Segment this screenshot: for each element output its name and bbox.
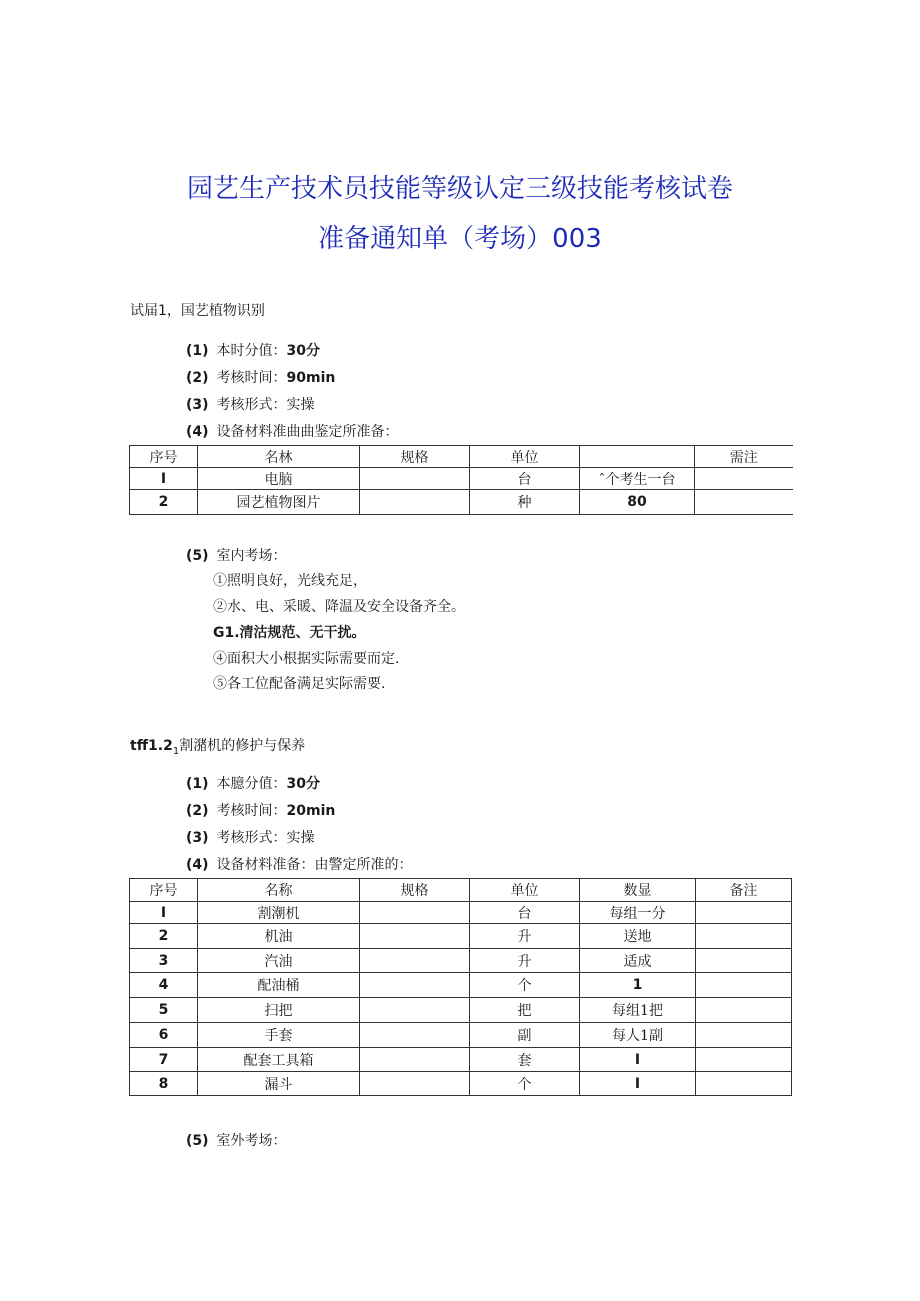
cell-spec [360,998,470,1023]
header-cell: 序号 [130,879,198,902]
item-label: 考核时间： [216,370,287,386]
cell-qty: 1 [580,973,696,998]
section2-item-4 [186,854,413,874]
section1-heading: 试届1，国艺植物识别 [130,303,265,319]
cell-spec [360,902,470,924]
table-row [130,998,792,1023]
cell-qty: I [580,1048,696,1072]
header-cell: 备注 [696,879,792,902]
cell-note [696,1023,792,1048]
cell-unit: 把 [470,998,580,1023]
item-label: 设备材料准曲曲鉴定所准备： [216,424,399,440]
section1-item-4 [186,421,399,441]
cell-name: 割潮机 [198,902,360,924]
item-number: (4) [186,424,209,440]
cell-unit: 升 [470,924,580,949]
item-number: (2) [186,370,209,386]
cell-note [695,490,793,515]
table-row [130,973,792,998]
table-row [130,468,793,490]
cell-index: 2 [130,490,198,515]
section1-equipment-table [129,445,793,515]
cell-name: 漏斗 [198,1072,360,1096]
cell-note [696,902,792,924]
header-cell: 名称 [198,879,360,902]
table-row [130,949,792,973]
item-label: 考核形式：实操 [216,830,315,846]
table-row [130,924,792,949]
cell-note [696,998,792,1023]
header-cell: 单位 [470,446,580,468]
cell-note [695,468,793,490]
item-number: (4) [186,857,209,873]
cell-name: 园艺植物图片 [198,490,360,515]
section2-item-3 [186,827,315,847]
heading-subscript: 1 [172,745,180,757]
condition-2: ②水、电、采暖、降温及安全设备齐全。 [213,599,465,615]
cell-note [696,924,792,949]
cell-unit: 套 [470,1048,580,1072]
cell-qty: I [580,1072,696,1096]
section2-equipment-table [129,878,792,1096]
item-number: (5) [186,548,209,564]
cell-note [696,1048,792,1072]
item-label: 考核形式：实操 [216,397,315,413]
table-row [130,490,793,515]
cell-unit: 个 [470,973,580,998]
cell-unit: 台 [470,902,580,924]
section2-item-2 [186,800,335,820]
table-row [130,1023,792,1048]
cell-spec [360,1048,470,1072]
item-number: (2) [186,803,209,819]
table-header-row [130,879,792,902]
header-cell: 需注 [695,446,793,468]
table-row [130,902,792,924]
item-label: 本臆分值： [216,776,287,792]
cell-qty: 80 [580,490,695,515]
item-number: (5) [186,1133,209,1149]
cell-spec [360,1072,470,1096]
item-number: (1) [186,776,209,792]
cell-unit: 副 [470,1023,580,1048]
cell-name: 手套 [198,1023,360,1048]
section1-item-1 [186,340,320,360]
cell-spec [360,973,470,998]
cell-unit: 个 [470,1072,580,1096]
cell-name: 配油桶 [198,973,360,998]
condition-4: ④面积大小根据实际需要而定. [213,651,400,667]
cell-name: 汽油 [198,949,360,973]
document-title-line2: 准备通知单（考场）003 [318,224,602,254]
section1-item-5 [186,545,287,565]
item-value: 20min [286,803,336,819]
header-cell: 名林 [198,446,360,468]
section1-item-2 [186,367,335,387]
cell-unit: 种 [470,490,580,515]
cell-index: 4 [130,973,198,998]
header-cell: 规格 [360,879,470,902]
item-number: (3) [186,397,209,413]
header-cell: 序号 [130,446,198,468]
document-title-line1: 园艺生产技术员技能等级认定三级技能考核试卷 [186,174,733,204]
cell-index: 6 [130,1023,198,1048]
heading-text: 割潴机的修护与保养 [179,738,306,754]
cell-qty: 每人1副 [580,1023,696,1048]
cell-spec [360,924,470,949]
cell-name: 扫把 [198,998,360,1023]
item-label: 室外考场： [216,1133,287,1149]
cell-index: 5 [130,998,198,1023]
table-header-row [130,446,793,468]
cell-name: 配套工具箱 [198,1048,360,1072]
cell-index: 2 [130,924,198,949]
item-label: 设备材料准备：由警定所准的： [216,857,413,873]
cell-qty: 适成 [580,949,696,973]
cell-index: 7 [130,1048,198,1072]
cell-qty: ˆ个考生一台 [580,468,695,490]
cell-unit: 台 [470,468,580,490]
cell-qty: 每组一分 [580,902,696,924]
header-cell [580,446,695,468]
item-value: 30分 [286,776,321,792]
cell-spec [360,1023,470,1048]
cell-index: I [130,468,198,490]
table-row [130,1048,792,1072]
cell-index: 3 [130,949,198,973]
section2-heading [130,735,305,757]
item-number: (3) [186,830,209,846]
condition-5: ⑤各工位配备满足实际需要. [213,676,386,692]
section2-item-5 [186,1130,287,1150]
cell-index: 8 [130,1072,198,1096]
table-row [130,1072,792,1096]
item-label: 室内考场： [216,548,287,564]
cell-spec [360,949,470,973]
item-value: 30分 [286,343,321,359]
cell-index: I [130,902,198,924]
header-cell: 规格 [360,446,470,468]
cell-qty: 每组1把 [580,998,696,1023]
cell-name: 电脑 [198,468,360,490]
item-value: 90min [286,370,336,386]
cell-spec [360,490,470,515]
cell-note [696,1072,792,1096]
condition-3: G1.清沽规范、无干扰。 [213,625,366,641]
condition-1: ①照明良好，光线充足， [213,573,367,589]
item-number: (1) [186,343,209,359]
section2-item-1 [186,773,320,793]
header-cell: 数显 [580,879,696,902]
item-label: 本时分值： [216,343,287,359]
cell-spec [360,468,470,490]
section1-item-3 [186,394,315,414]
cell-name: 机油 [198,924,360,949]
item-label: 考核时间： [216,803,287,819]
heading-prefix: tff1.2 [130,738,173,754]
header-cell: 单位 [470,879,580,902]
cell-unit: 升 [470,949,580,973]
cell-note [696,973,792,998]
cell-note [696,949,792,973]
cell-qty: 送地 [580,924,696,949]
